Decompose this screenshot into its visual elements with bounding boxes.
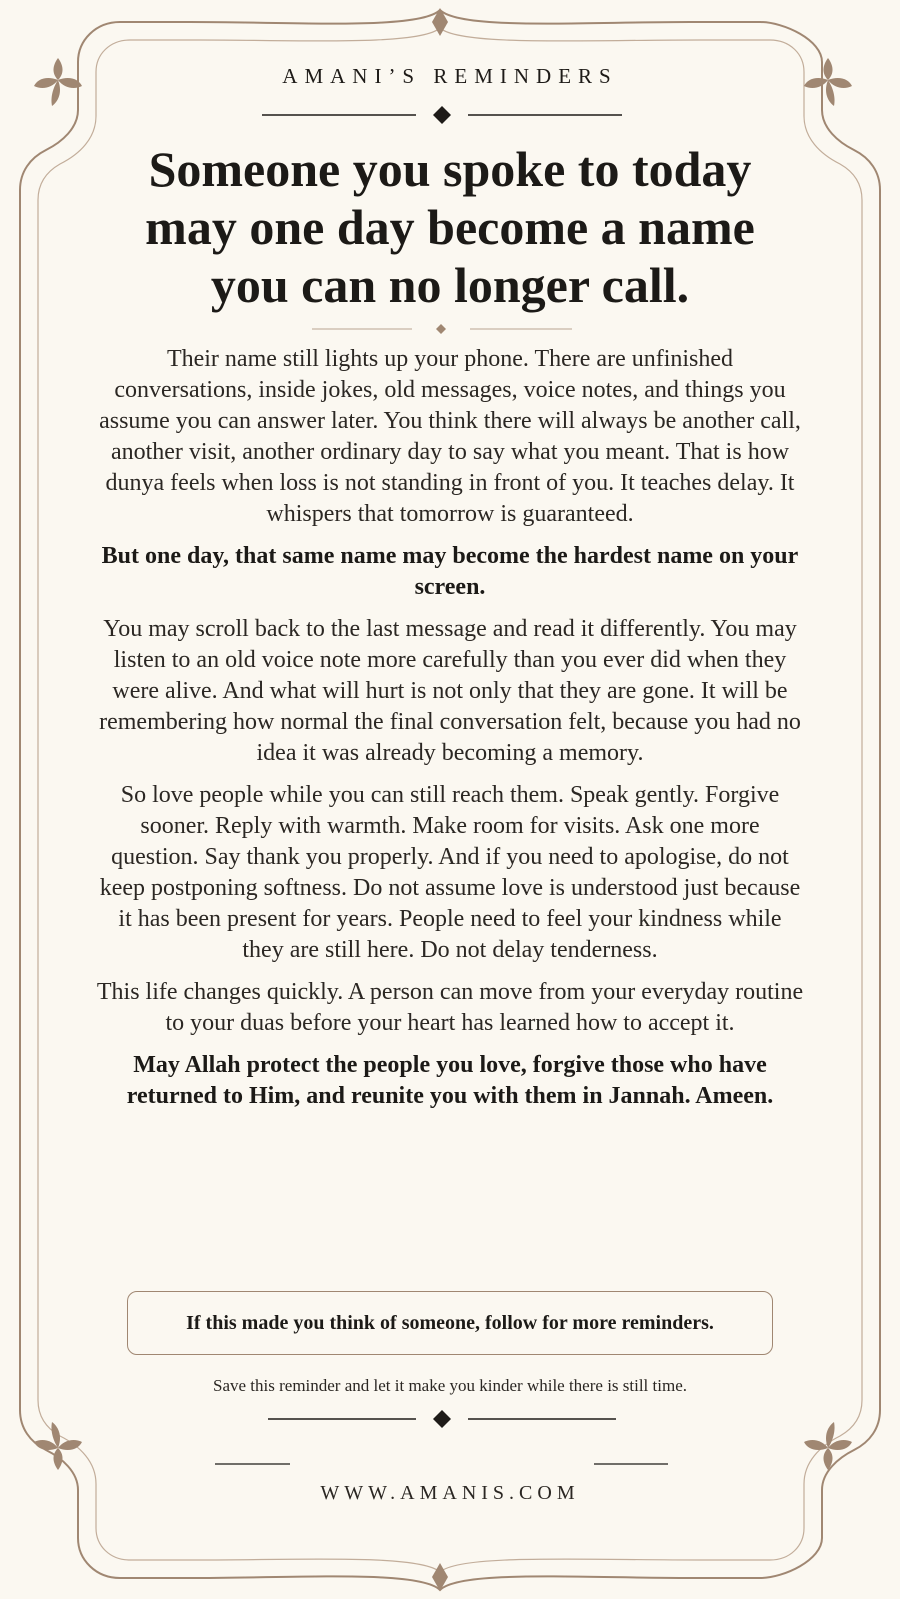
headline-line-1: Someone you spoke to today [148,141,752,197]
reminder-body [96,344,804,1123]
headline-line-2: may one day become a name [145,199,755,255]
paragraph-3: You may scroll back to the last message and read it differently. You may listen to an old voice note more carefully than you ever did when they were alive. And what will hurt is not only that they are gone. It will be remembering how normal the final conversation felt, because you had no idea it was already becoming a memory. [99,616,801,766]
fleur-corner-bottom-right-icon [804,1422,852,1470]
top-diamond-ornament [432,8,448,36]
footer-divider [268,1410,616,1428]
brand-header: AMANI’S REMINDERS [282,64,618,88]
follow-cta-box [127,1291,773,1355]
save-note: Save this reminder and let it make you kinder while there is still time. [213,1376,687,1395]
paragraph-5: This life changes quickly. A person can move from your everyday routine to your duas before your heart has learned how to accept it. [96,979,804,1036]
fleur-corner-bottom-left-icon [34,1422,82,1470]
paragraph-1: Their name still lights up your phone. There are unfinished conversations, inside jokes, old messages, voice notes, and things you assume you can answer later. You think there will always be another call, another visit, another ordinary day to say what you meant. That is how dunya feels when loss is not standing in front of you. It teaches delay. It whispers that tomorrow is guaranteed. [99,346,801,527]
paragraph-4: So love people while you can still reach them. Speak gently. Forgive sooner. Reply with warmth. Make room for visits. Ask one more question. Say thank you properly. And if you need to apologise, do not keep postponing softness. Do not assume love is understood just because it has been present for years. People need to feel your kindness while they are still here. Do not delay tenderness. [99,782,801,963]
header-divider [262,106,622,124]
title-divider [312,324,572,334]
dua-paragraph: May Allah protect the people you love, forgive those who have returned to Him, and reunite you with them in Jannah. Ameen. [126,1052,774,1109]
bottom-diamond-ornament [432,1563,448,1591]
follow-cta-text: If this made you think of someone, follow for more reminders. [186,1311,714,1334]
website-url[interactable]: WWW.AMANIS.COM [320,1482,580,1504]
emphasis-paragraph: But one day, that same name may become the hardest name on your screen. [101,543,799,600]
headline [100,140,800,314]
headline-line-3: you can no longer call. [210,257,690,313]
